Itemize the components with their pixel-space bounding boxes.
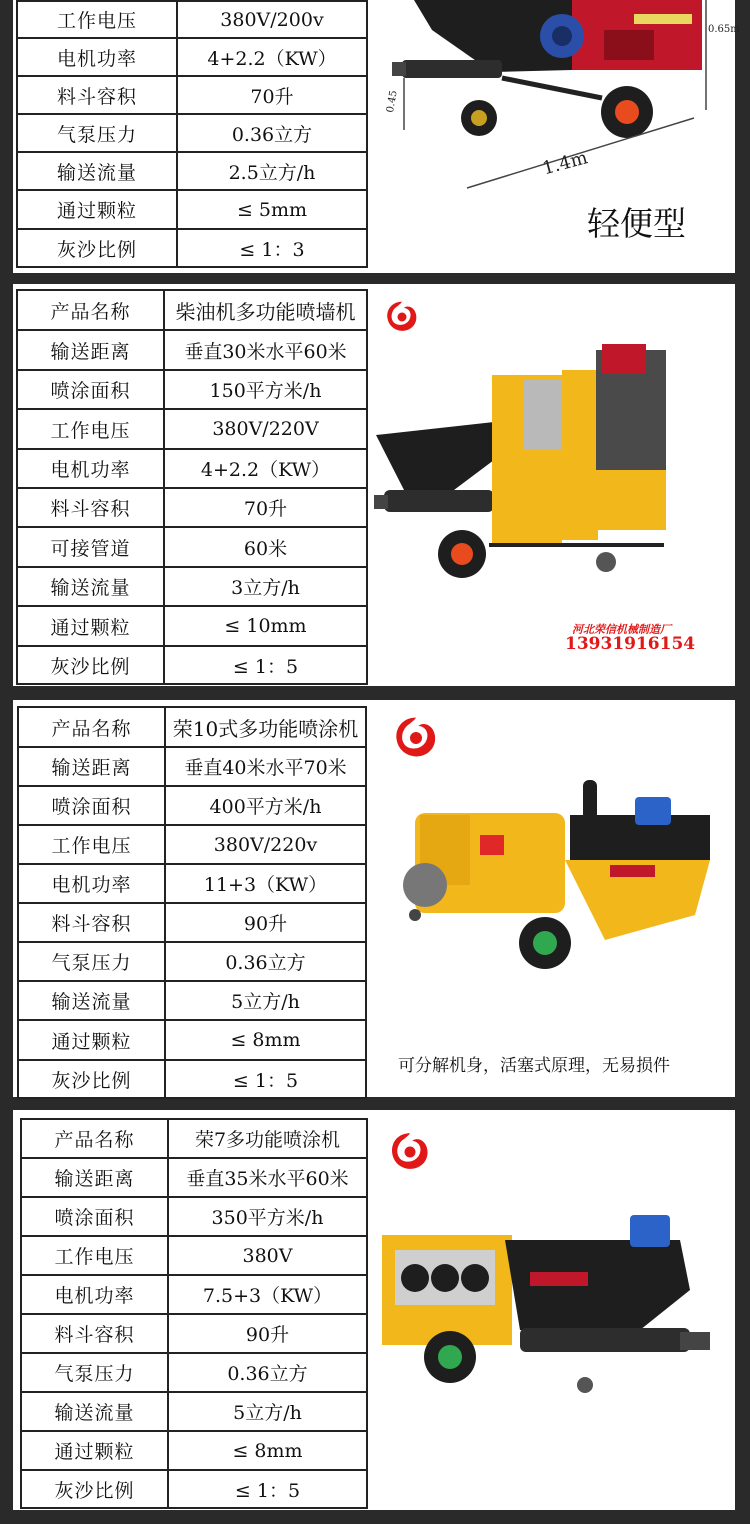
spec-label: 灰沙比例 <box>17 646 164 684</box>
spec-label: 输送流量 <box>18 981 165 1020</box>
spec-value: 荣7多功能喷涂机 <box>168 1119 367 1158</box>
spec-value: 垂直35米水平60米 <box>168 1158 367 1197</box>
brand-logo-icon <box>384 296 420 338</box>
spec-label: 输送流量 <box>17 567 164 606</box>
spec-label: 工作电压 <box>18 825 165 864</box>
spec-value: 0.36立方 <box>177 114 367 152</box>
spec-value: 2.5立方/h <box>177 152 367 190</box>
machine-photo-rong10 <box>395 775 715 975</box>
spec-label: 输送距离 <box>17 330 164 370</box>
spec-value: 400平方米/h <box>165 786 366 825</box>
spec-label: 工作电压 <box>17 409 164 449</box>
spec-value: ≤ 1：5 <box>165 1060 366 1098</box>
spec-label: 料斗容积 <box>17 488 164 527</box>
spec-label: 工作电压 <box>21 1236 168 1275</box>
spec-value: 垂直40米水平70米 <box>165 747 366 786</box>
spec-value: ≤ 10mm <box>164 606 367 646</box>
spec-label: 通过颗粒 <box>18 1020 165 1060</box>
spec-label: 电机功率 <box>21 1275 168 1314</box>
spec-value: 380V/220V <box>164 409 367 449</box>
spec-label: 电机功率 <box>17 38 177 76</box>
spec-label: 通过颗粒 <box>17 190 177 229</box>
spec-label: 料斗容积 <box>21 1314 168 1353</box>
spec-value: 0.36立方 <box>168 1353 367 1392</box>
caption-lightweight: 轻便型 <box>587 204 686 243</box>
spec-value: ≤ 1：3 <box>177 229 367 267</box>
spec-value: ≤ 5mm <box>177 190 367 229</box>
spec-table-rong7 <box>20 1118 368 1509</box>
spec-label: 喷涂面积 <box>17 370 164 409</box>
spec-label: 料斗容积 <box>18 903 165 942</box>
spec-value: 11+3（KW） <box>165 864 366 903</box>
spec-value: 荣10式多功能喷涂机 <box>165 707 366 747</box>
spec-label: 喷涂面积 <box>18 786 165 825</box>
spec-label: 灰沙比例 <box>18 1060 165 1098</box>
brand-logo-icon <box>392 712 440 764</box>
spec-label: 气泵压力 <box>18 942 165 981</box>
spec-label: 输送距离 <box>18 747 165 786</box>
spec-label: 产品名称 <box>21 1119 168 1158</box>
spec-value: 90升 <box>168 1314 367 1353</box>
spec-label: 通过颗粒 <box>21 1431 168 1470</box>
spec-value: 垂直30米水平60米 <box>164 330 367 370</box>
spec-label: 可接管道 <box>17 527 164 567</box>
spec-value: 70升 <box>177 76 367 114</box>
spec-value: 150平方米/h <box>164 370 367 409</box>
spec-value: 60米 <box>164 527 367 567</box>
brand-logo-icon <box>388 1128 432 1176</box>
spec-value: 380V/220v <box>165 825 366 864</box>
spec-table-lightweight <box>16 0 368 268</box>
spec-value: ≤ 8mm <box>165 1020 366 1060</box>
machine-photo-diesel <box>374 340 704 580</box>
dimension-length: 1.4m <box>540 147 590 180</box>
spec-label: 输送流量 <box>21 1392 168 1431</box>
spec-label: 灰沙比例 <box>21 1470 168 1508</box>
spec-value: ≤ 1：5 <box>164 646 367 684</box>
spec-value: 0.36立方 <box>165 942 366 981</box>
spec-value: 4+2.2（KW） <box>164 449 367 488</box>
spec-table-diesel <box>16 289 368 685</box>
spec-label: 通过颗粒 <box>17 606 164 646</box>
factory-name: 河北荣信机械制造厂 <box>572 623 671 636</box>
spec-value: ≤ 1：5 <box>168 1470 367 1508</box>
spec-label: 输送流量 <box>17 152 177 190</box>
spec-value: 90升 <box>165 903 366 942</box>
spec-value: 5立方/h <box>165 981 366 1020</box>
spec-value: ≤ 8mm <box>168 1431 367 1470</box>
spec-label: 灰沙比例 <box>17 229 177 267</box>
spec-label: 输送距离 <box>21 1158 168 1197</box>
machine-photo-lightweight <box>372 0 740 200</box>
spec-label: 料斗容积 <box>17 76 177 114</box>
phone-number: 13931916154 <box>565 634 696 654</box>
spec-label: 电机功率 <box>18 864 165 903</box>
spec-label: 电机功率 <box>17 449 164 488</box>
spec-label: 工作电压 <box>17 1 177 38</box>
spec-label: 产品名称 <box>18 707 165 747</box>
spec-value: 380V/200v <box>177 1 367 38</box>
spec-value: 柴油机多功能喷墙机 <box>164 290 367 330</box>
dimension-width: 0.45 <box>384 89 400 114</box>
caption-rong10: 可分解机身，活塞式原理，无易损件 <box>398 1056 670 1076</box>
spec-value: 4+2.2（KW） <box>177 38 367 76</box>
spec-label: 气泵压力 <box>21 1353 168 1392</box>
spec-value: 380V <box>168 1236 367 1275</box>
spec-value: 70升 <box>164 488 367 527</box>
dimension-height: 0.65m <box>708 24 740 35</box>
spec-label: 产品名称 <box>17 290 164 330</box>
machine-photo-rong7 <box>380 1210 720 1405</box>
spec-label: 气泵压力 <box>17 114 177 152</box>
spec-table-rong10 <box>17 706 367 1099</box>
spec-value: 7.5+3（KW） <box>168 1275 367 1314</box>
spec-value: 350平方米/h <box>168 1197 367 1236</box>
spec-label: 喷涂面积 <box>21 1197 168 1236</box>
spec-value: 5立方/h <box>168 1392 367 1431</box>
spec-value: 3立方/h <box>164 567 367 606</box>
